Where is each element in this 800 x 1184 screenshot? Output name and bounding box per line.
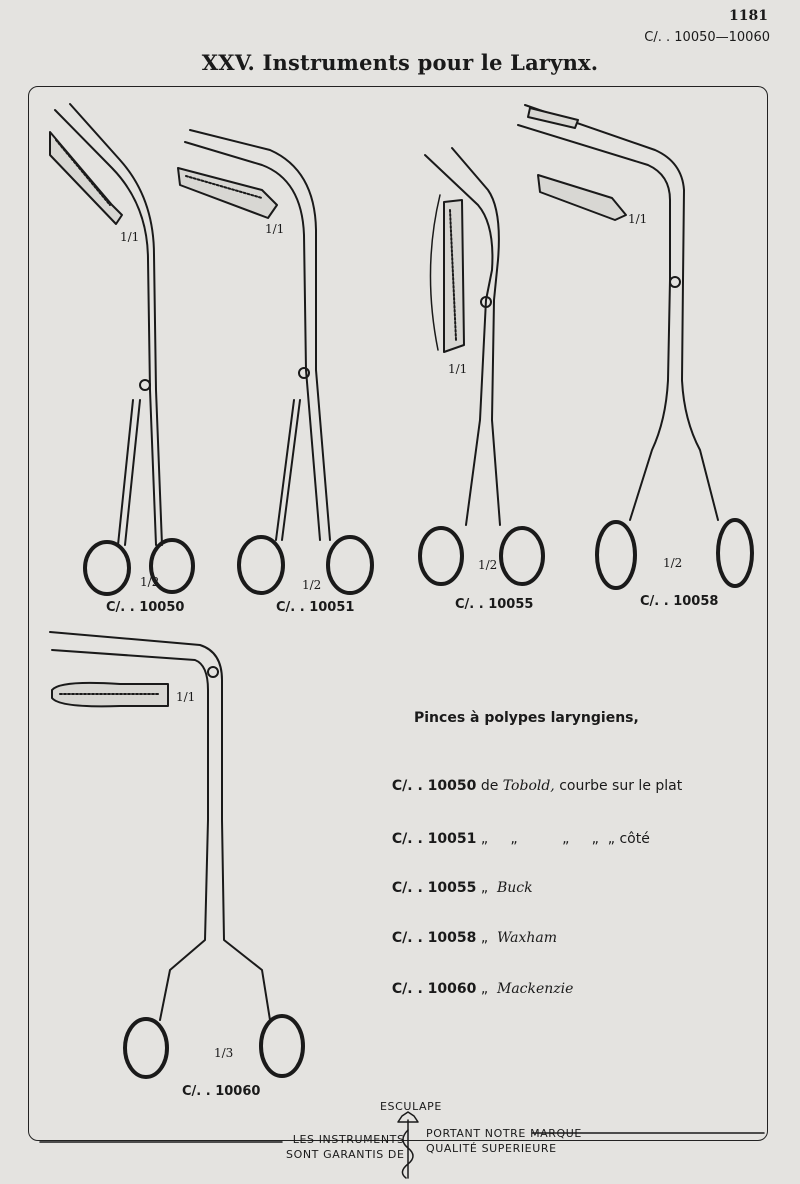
scale-label-10060: 1/3 [214, 1046, 234, 1060]
row-text: de [476, 778, 503, 794]
detail-scale-10051: 1/1 [265, 222, 285, 236]
instrument-label-10058: C/. . 10058 [640, 594, 719, 609]
row-text: „ „ „ „ „ côté [476, 831, 650, 847]
forceps-10050-drawing [50, 104, 193, 594]
row-code: C/. . 10055 [391, 880, 477, 896]
instrument-label-10055: C/. . 10055 [455, 597, 534, 612]
description-row [383, 914, 557, 946]
footer-brand: ESCULAPE [380, 1100, 442, 1113]
row-text: „ [476, 981, 497, 997]
description-row [383, 762, 682, 794]
row-code: C/. . 10060 [391, 981, 477, 997]
page-number: 1181 [729, 8, 768, 24]
row-text: „ [476, 880, 497, 896]
instrument-label-10051: C/. . 10051 [276, 600, 355, 615]
row-rest: courbe sur le plat [554, 778, 683, 794]
row-name: Mackenzie [497, 981, 574, 997]
instrument-label-10060: C/. . 10060 [182, 1084, 261, 1099]
description-row [383, 815, 650, 847]
row-text: „ [476, 930, 497, 946]
detail-scale-10055: 1/1 [448, 362, 468, 376]
row-name: Tobold, [502, 778, 555, 794]
forceps-10058-drawing [518, 105, 752, 588]
page-title: XXV. Instruments pour le Larynx. [201, 50, 599, 75]
detail-scale-10050: 1/1 [120, 230, 140, 244]
footer-right-text [426, 1126, 582, 1156]
scale-label-10055: 1/2 [478, 558, 498, 572]
footer-right-line2: QUALITÉ SUPERIEURE [426, 1142, 557, 1155]
description-row [383, 965, 573, 997]
detail-scale-10060: 1/1 [176, 690, 196, 704]
row-code: C/. . 10051 [391, 831, 477, 847]
footer-left-line1: LES INSTRUMENTS [292, 1133, 405, 1146]
row-name: Waxham [497, 930, 558, 946]
detail-scale-10058: 1/1 [628, 212, 648, 226]
scale-label-10050: 1/2 [140, 575, 160, 589]
footer-left-text [286, 1132, 405, 1162]
description-row [383, 864, 533, 896]
footer-left-line2: SONT GARANTIS DE [286, 1148, 405, 1161]
row-code: C/. . 10050 [391, 778, 477, 794]
scale-label-10058: 1/2 [663, 556, 683, 570]
instrument-label-10050: C/. . 10050 [106, 600, 185, 615]
forceps-10051-drawing [178, 130, 372, 593]
row-code: C/. . 10058 [391, 930, 477, 946]
description-heading: Pinces à polypes laryngiens, [414, 710, 639, 726]
catalog-range: C/. . 10050—10060 [644, 30, 770, 45]
row-name: Buck [497, 880, 533, 896]
scale-label-10051: 1/2 [302, 578, 322, 592]
forceps-10055-drawing [420, 148, 543, 584]
footer-right-line1: PORTANT NOTRE MARQUE [426, 1127, 582, 1140]
